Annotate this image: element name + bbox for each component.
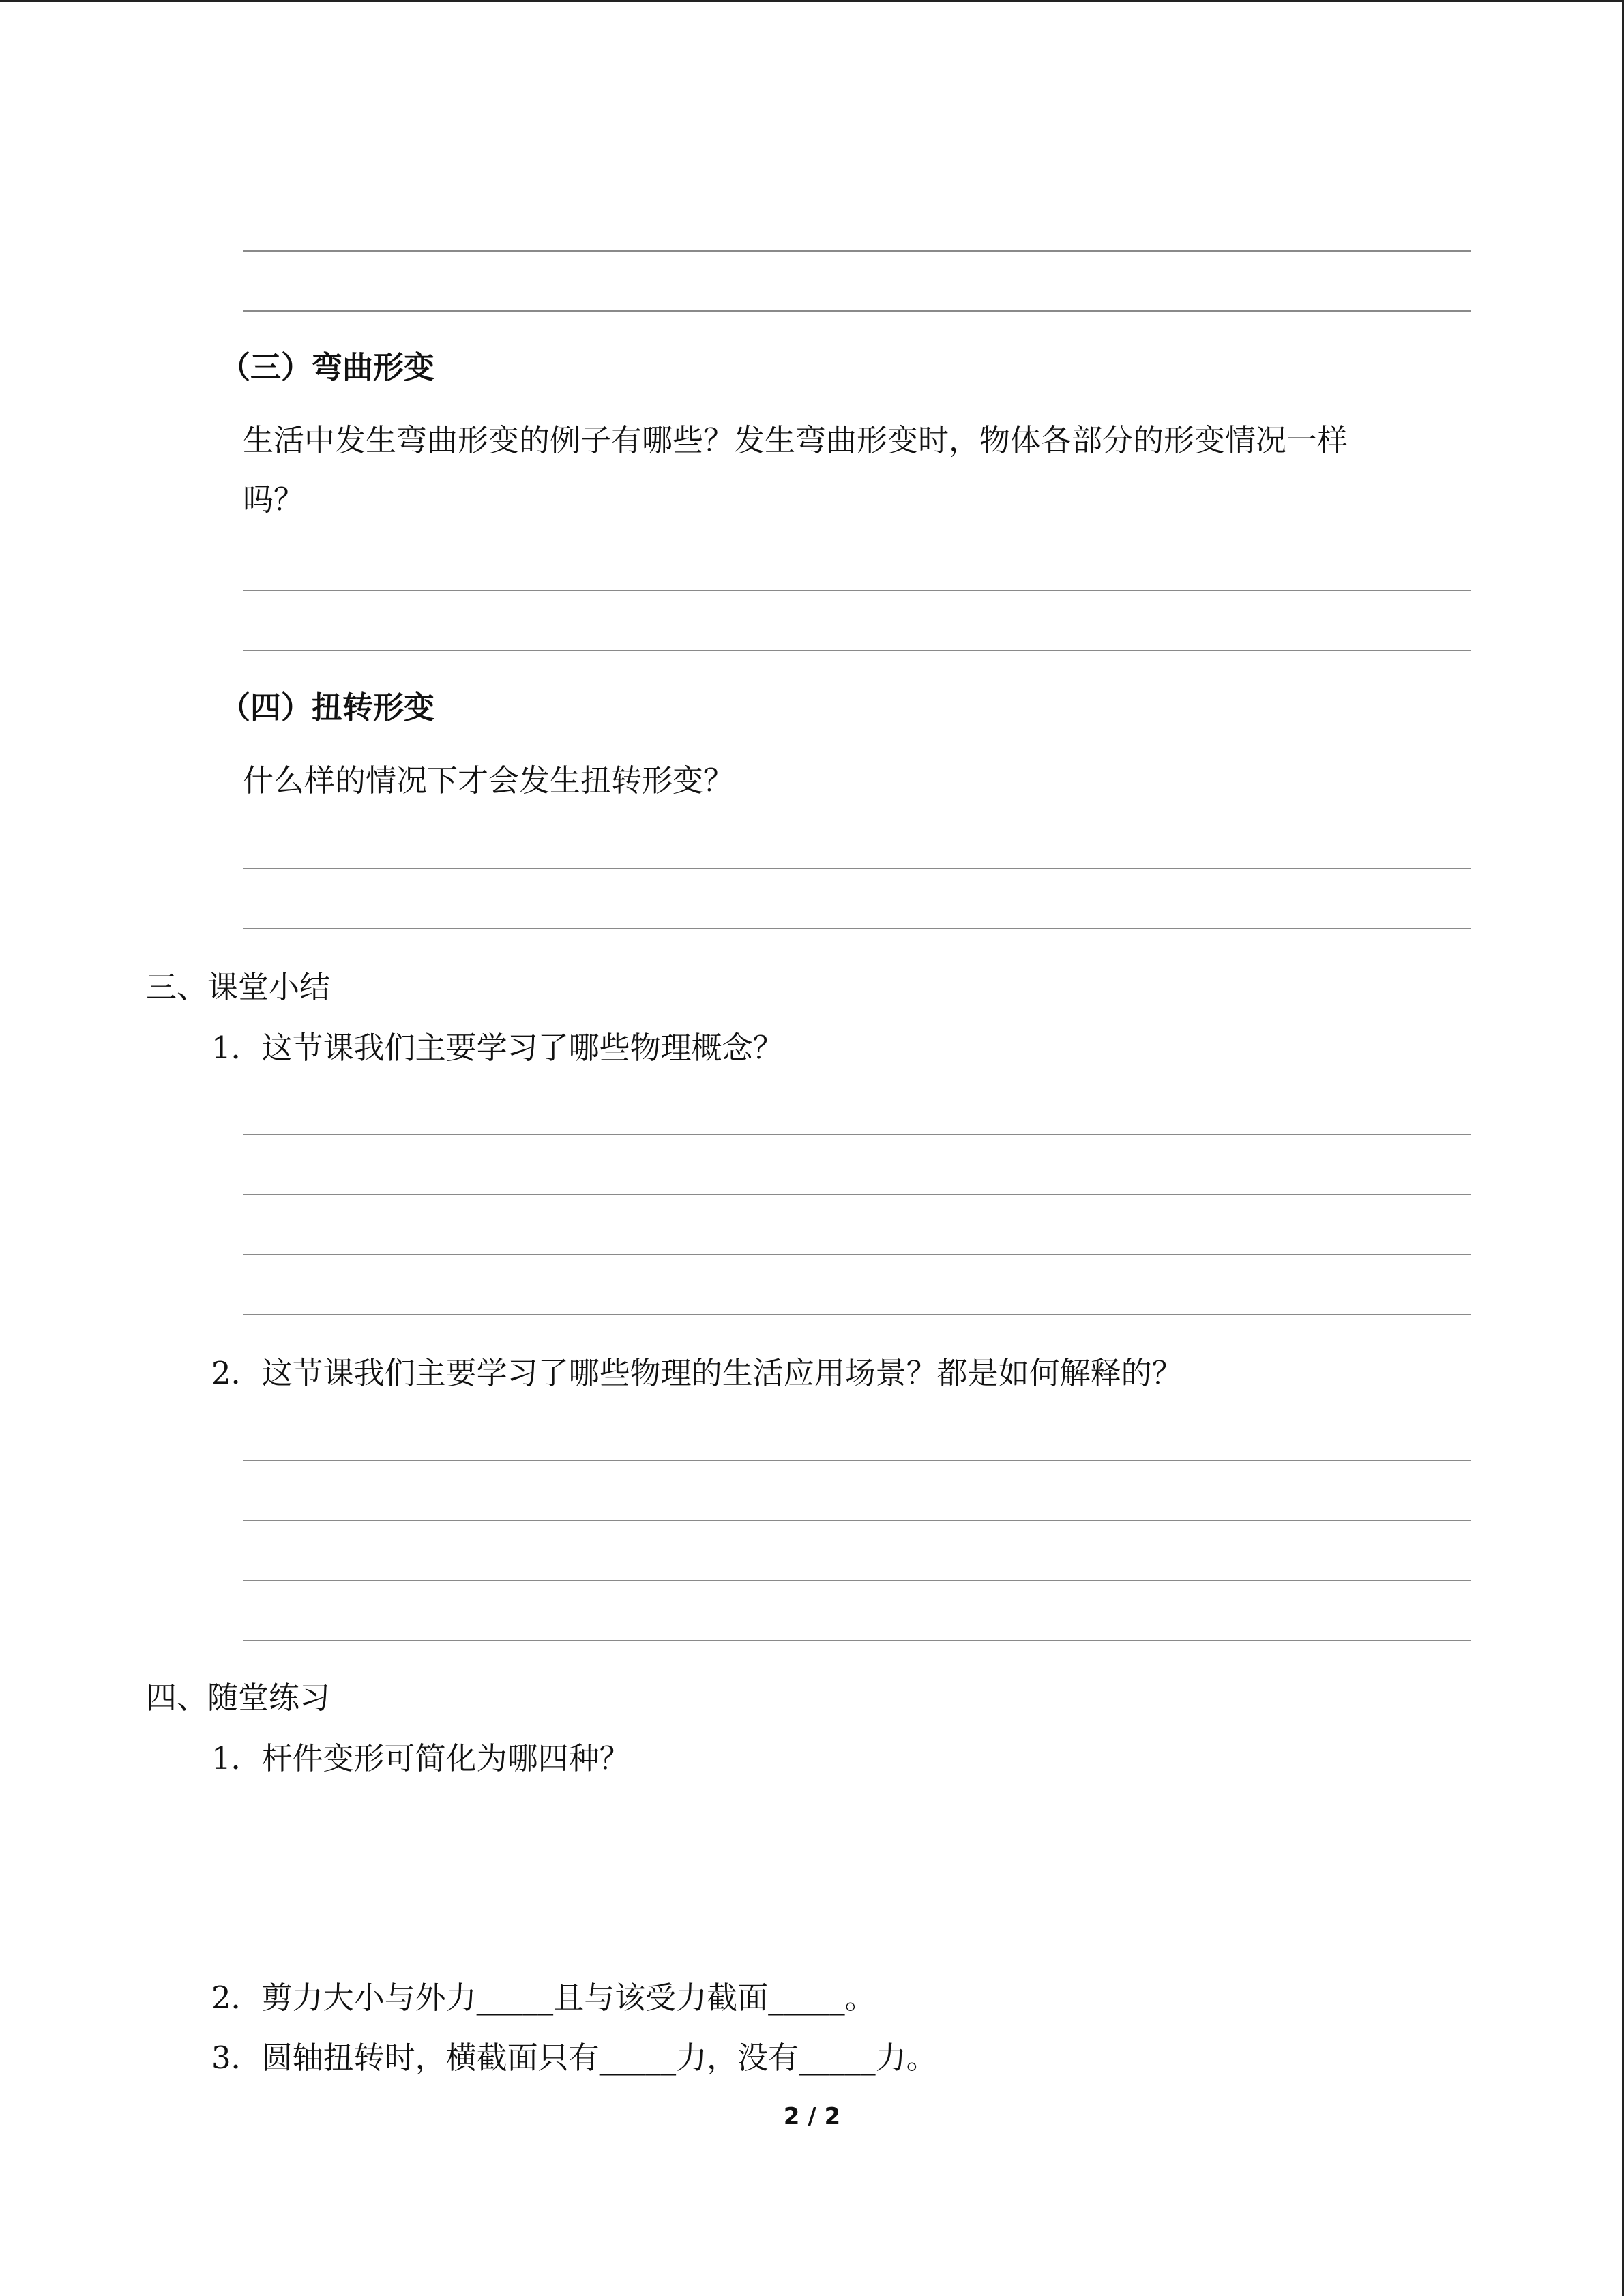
answer-line[interactable] [243, 1194, 1471, 1195]
answer-line[interactable] [243, 1314, 1471, 1315]
section-heading-summary: 三、课堂小结 [146, 969, 331, 1005]
section-heading-practice: 四、随堂练习 [146, 1680, 331, 1716]
page-number: 2 / 2 [783, 2103, 841, 2130]
answer-line[interactable] [243, 1134, 1471, 1135]
practice-question-2: 2．剪力大小与外力_____且与该受力截面_____。 [211, 1980, 876, 2016]
answer-line[interactable] [243, 590, 1471, 591]
answer-line[interactable] [243, 250, 1471, 252]
answer-line[interactable] [243, 1254, 1471, 1255]
section-heading-torsion: （四）扭转形变 [220, 689, 435, 726]
answer-line[interactable] [243, 928, 1471, 929]
section-heading-bending: （三）弯曲形变 [220, 349, 435, 385]
answer-line[interactable] [243, 868, 1471, 869]
answer-line[interactable] [243, 1520, 1471, 1521]
practice-question-1: 1．杆件变形可简化为哪四种？ [211, 1740, 630, 1776]
answer-line[interactable] [243, 650, 1471, 651]
summary-question-1: 1．这节课我们主要学习了哪些物理概念？ [211, 1030, 784, 1066]
summary-question-2: 2．这节课我们主要学习了哪些物理的生活应用场景？都是如何解释的？ [211, 1355, 1183, 1391]
torsion-question: 什么样的情况下才会发生扭转形变？ [243, 762, 735, 799]
practice-question-3: 3．圆轴扭转时，横截面只有_____力，没有_____力。 [211, 2040, 937, 2076]
bending-question-line1: 生活中发生弯曲形变的例子有哪些？发生弯曲形变时，物体各部分的形变情况一样 [243, 422, 1348, 458]
answer-line[interactable] [243, 1640, 1471, 1641]
answer-line[interactable] [243, 1460, 1471, 1461]
page-border-top [0, 0, 1624, 2]
bending-question-line2: 吗？ [243, 481, 305, 518]
answer-line[interactable] [243, 1580, 1471, 1581]
answer-line[interactable] [243, 310, 1471, 312]
